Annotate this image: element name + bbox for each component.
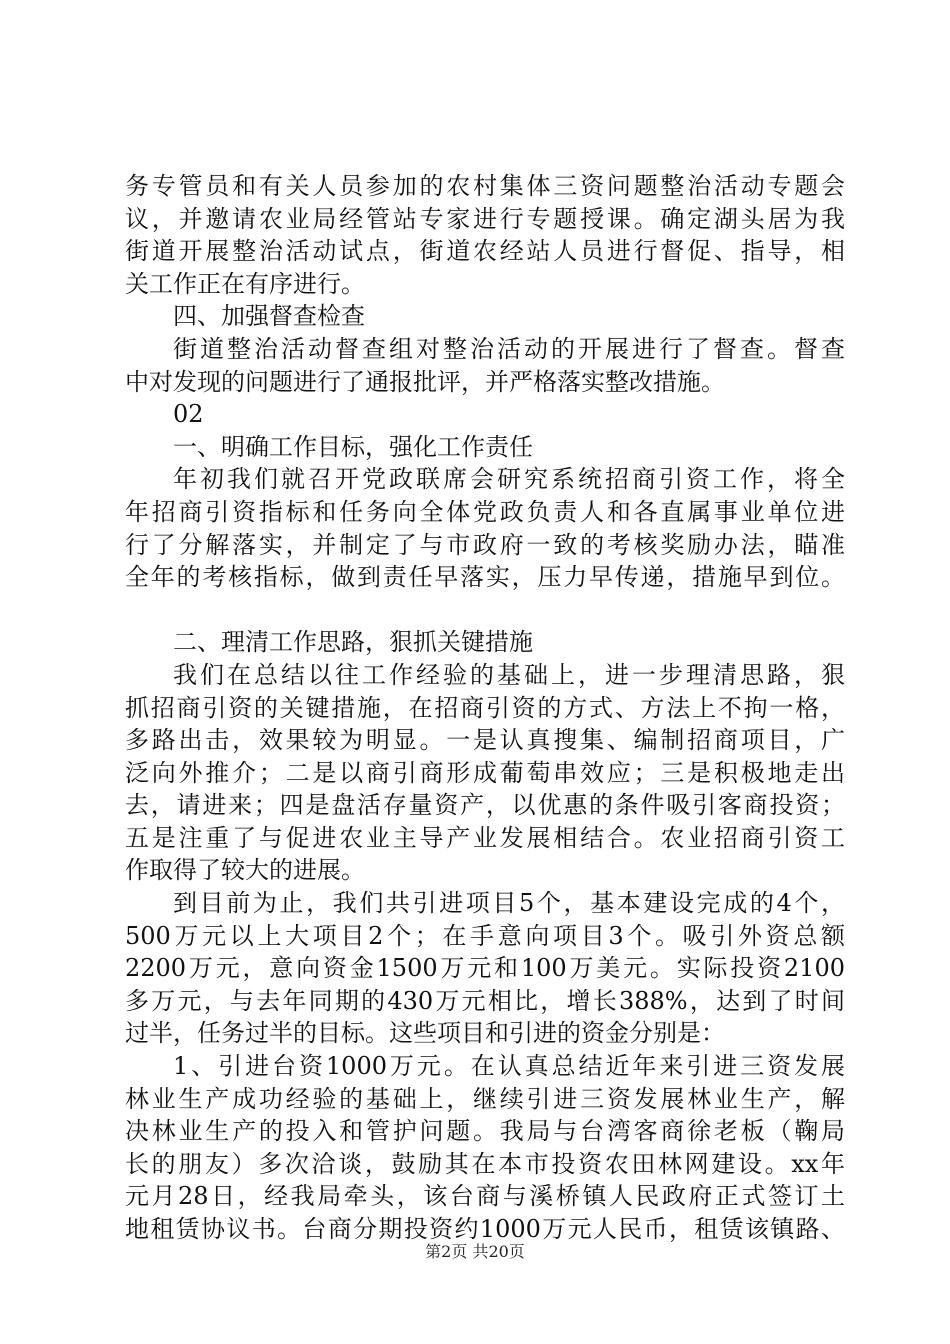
blank-line [125,594,845,627]
text-line: 元月28日，经我局牵头，该台商与溪桥镇人民政府正式签订土 [125,1182,845,1211]
text-line: 多路出击，效果较为明显。一是认真搜集、编制招商项目，广 [125,726,845,755]
text-line: 决林业生产的投入和管护问题。我局与台湾客商徐老板（鞠局 [125,1117,845,1146]
text-line: 务专管员和有关人员参加的农村集体三资问题整治活动专题会 [125,172,845,200]
text-line: 2200万元，意向资金1500万元和100万美元。实际投资2100 [125,954,845,983]
text-line: 1、引进台资1000万元。在认真总结近年来引进三资发展 [173,1052,845,1081]
text-line: 街道整治活动督查组对整治活动的开展进行了督查。督查 [173,334,845,363]
text-line: 长的朋友）多次洽谈，鼓励其在本市投资农田林网建设。xx年 [125,1149,845,1178]
text-line: 关工作正在有序进行。 [125,269,365,298]
text-line: 议，并邀请农业局经管站专家进行专题授课。确定湖头居为我 [125,204,845,233]
text-line: 到目前为止，我们共引进项目5个，基本建设完成的4个， [173,889,845,918]
text-line: 年招商引资指标和任务向全体党政负责人和各直属事业单位进 [125,497,845,526]
section-heading: 一、明确工作目标，强化工作责任 [173,432,533,461]
text-line: 林业生产成功经验的基础上，继续引进三资发展林业生产，解 [125,1084,845,1113]
text-line: 我们在总结以往工作经验的基础上，进一步理清思路，狠 [173,660,845,689]
section-number: 02 [173,400,204,429]
text-line: 抓招商引资的关键措施，在招商引资的方式、方法上不拘一格， [125,693,845,722]
text-line: 行了分解落实，并制定了与市政府一致的考核奖励办法，瞄准 [125,530,845,559]
text-line: 年初我们就召开党政联席会研究系统招商引资工作，将全 [173,465,845,494]
section-heading: 四、加强督查检查 [173,302,365,331]
text-line: 多万元，与去年同期的430万元相比，增长388%，达到了时间 [125,986,845,1015]
text-line: 泛向外推介；二是以商引商形成葡萄串效应；三是积极地走出 [125,758,845,787]
text-line: 五是注重了与促进农业主导产业发展相结合。农业招商引资工 [125,823,845,852]
text-line: 全年的考核指标，做到责任早落实，压力早传递，措施早到位。 [125,563,845,592]
text-line: 去，请进来；四是盘活存量资产，以优惠的条件吸引客商投资； [125,791,845,820]
text-line: 地租赁协议书。台商分期投资约1000万元人民币，租赁该镇路、 [125,1215,845,1243]
text-line: 街道开展整治活动试点，街道农经站人员进行督促、指导，相 [125,237,845,266]
text-line: 过半，任务过半的目标。这些项目和引进的资金分别是： [125,1019,725,1048]
text-line: 作取得了较大的进展。 [125,856,365,885]
page-number: 第2页 共20页 [425,1242,525,1261]
document-body [125,170,845,1246]
text-line: 500万元以上大项目2个；在手意向项目3个。吸引外资总额 [125,921,845,950]
text-line: 中对发现的问题进行了通报批评，并严格落实整改措施。 [125,367,725,396]
section-heading: 二、理清工作思路，狠抓关键措施 [173,628,533,657]
